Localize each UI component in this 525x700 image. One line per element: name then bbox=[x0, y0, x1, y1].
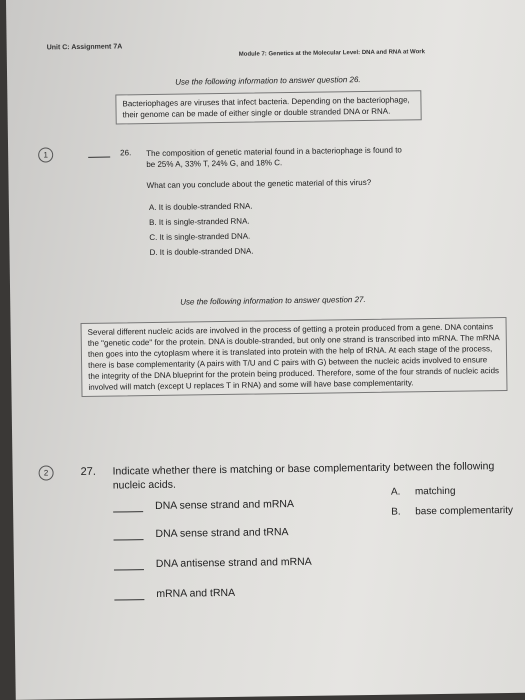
q26-info-box: Bacteriophages are viruses that infect bacteria. Depending on the bacteriophage, their genome can be made of either single or double stranded DNA or RNA. bbox=[115, 90, 421, 124]
q27-choice-b-label: base complementarity bbox=[415, 504, 514, 518]
q26-number: 26. bbox=[120, 148, 132, 158]
q26-option-c[interactable]: C. It is single-stranded DNA. bbox=[149, 231, 251, 243]
q27-circle-mark: 2 bbox=[39, 465, 54, 480]
q27-pair3-blank[interactable] bbox=[114, 569, 144, 570]
q27-pair3-label: DNA antisense strand and mRNA bbox=[155, 555, 312, 570]
q26-instruction: Use the following information to answer question 26. bbox=[175, 75, 361, 87]
q27-info-box: Several different nucleic acids are involved in the process of getting a protein produced from a gene. DNA contains the "genetic code" for the protein. DNA is double-stranded, but only one strand is transcribed into mRNA. The mRNA then goes into the cytoplasm where it is translated into protein with the help of tRNA. At each stage of the process, there is base complementarity (A pairs with T/U and C pairs with G) between the nucleic acids involved to ensure the integrity of the DNA blueprint for the protein being produced. Therefore, some of the four strands of nucleic acids involved will match (except U replaces T in RNA) and some will have base complementarity. bbox=[81, 317, 508, 397]
q26-option-a[interactable]: A. It is double-stranded RNA. bbox=[148, 201, 253, 213]
q27-choice-b-letter: B. bbox=[391, 506, 401, 518]
q26-answer-blank[interactable] bbox=[88, 157, 110, 158]
q26-question: What can you conclude about the genetic material of this virus? bbox=[146, 177, 372, 191]
module-header: Module 7: Genetics at the Molecular Level: DNA and RNA at Work bbox=[238, 49, 425, 58]
q27-pair4-blank[interactable] bbox=[114, 599, 144, 600]
q27-choice-a-label: matching bbox=[414, 485, 456, 498]
q27-choice-a-letter: A. bbox=[390, 486, 401, 498]
q27-stem-line2: nucleic acids. bbox=[112, 478, 176, 492]
q27-pair2-label: DNA sense strand and tRNA bbox=[155, 526, 289, 540]
unit-header: Unit C: Assignment 7A bbox=[46, 43, 123, 52]
q27-number: 27. bbox=[80, 465, 96, 479]
q27-stem-line1: Indicate whether there is matching or base complementarity between the following bbox=[112, 460, 495, 478]
worksheet-page bbox=[6, 0, 525, 700]
q26-stem-line2: be 25% A, 33% T, 24% G, and 18% C. bbox=[146, 158, 283, 170]
q27-pair4-label: mRNA and tRNA bbox=[156, 586, 236, 600]
q26-stem-line1: The composition of genetic material found in a bacteriophage is found to bbox=[146, 145, 402, 159]
q27-instruction: Use the following information to answer question 27. bbox=[180, 295, 366, 307]
q26-option-d[interactable]: D. It is double-stranded DNA. bbox=[149, 246, 254, 258]
q26-circle-mark: 1 bbox=[38, 147, 53, 162]
q27-pair1-blank[interactable] bbox=[113, 511, 143, 512]
q26-option-b[interactable]: B. It is single-stranded RNA. bbox=[149, 216, 250, 228]
q27-pair2-blank[interactable] bbox=[114, 539, 144, 540]
q27-pair1-label: DNA sense strand and mRNA bbox=[154, 498, 295, 512]
